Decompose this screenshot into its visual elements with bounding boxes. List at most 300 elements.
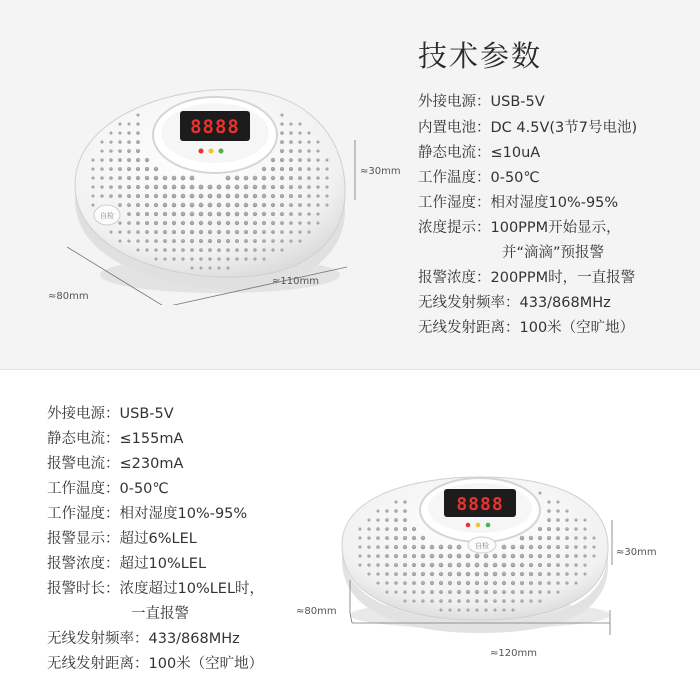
vent-hole (529, 545, 533, 549)
svg-text:自检: 自检 (100, 212, 114, 220)
vent-hole (325, 194, 328, 197)
vent-hole (298, 230, 301, 233)
vent-hole (271, 158, 275, 162)
vent-hole (547, 590, 550, 593)
vent-hole (316, 203, 319, 206)
vent-hole (475, 599, 479, 603)
spec-row: 静态电流：≤155mA (47, 431, 184, 447)
vent-hole (262, 194, 266, 198)
vent-hole (493, 599, 496, 602)
vent-hole (154, 212, 158, 216)
vent-hole (217, 248, 221, 252)
vent-hole (244, 203, 249, 208)
vent-hole (145, 239, 148, 242)
vent-hole (100, 176, 103, 179)
vent-hole (593, 555, 596, 558)
vent-hole (172, 248, 175, 251)
vent-hole (574, 563, 577, 566)
vent-hole (145, 203, 149, 207)
vent-hole (145, 194, 149, 198)
vent-hole (547, 572, 551, 576)
height-dimension: ≈30mm (616, 547, 657, 558)
vent-hole (172, 194, 177, 199)
vent-hole (289, 122, 292, 125)
vent-hole (502, 563, 507, 568)
vent-hole (502, 572, 506, 576)
vent-hole (244, 194, 249, 199)
vent-hole (394, 554, 398, 558)
vent-hole (280, 149, 284, 153)
vent-hole (154, 239, 158, 243)
vent-hole (520, 581, 524, 585)
vent-hole (421, 590, 425, 594)
vent-hole (289, 185, 293, 189)
vent-hole (244, 239, 248, 243)
vent-hole (547, 527, 551, 531)
vent-hole (181, 185, 186, 190)
vent-hole (511, 581, 515, 585)
vent-hole (421, 563, 425, 567)
vent-hole (583, 545, 586, 548)
spec-row: 无线发射频率：433/868MHz (418, 295, 611, 311)
vent-hole (145, 176, 149, 180)
vent-hole (439, 581, 443, 585)
vent-hole (520, 572, 524, 576)
vent-hole (403, 554, 407, 558)
vent-hole (119, 123, 122, 126)
vent-hole (280, 131, 284, 135)
vent-hole (358, 545, 361, 548)
vent-hole (394, 509, 397, 512)
vent-hole (226, 221, 230, 225)
vent-hole (475, 608, 478, 611)
vent-hole (307, 176, 311, 180)
vent-hole (529, 536, 533, 540)
vent-hole (217, 203, 222, 208)
vent-hole (538, 545, 542, 549)
spec-row: 无线发射距离：100米（空旷地） (418, 320, 635, 336)
vent-hole (136, 131, 140, 135)
vent-hole (199, 203, 204, 208)
vent-hole (271, 221, 275, 225)
vent-hole (538, 572, 542, 576)
vent-hole (109, 140, 112, 143)
vent-hole (412, 545, 416, 549)
vent-hole (385, 527, 389, 531)
vent-hole (190, 239, 194, 243)
spec-row: 无线发射频率：433/868MHz (47, 631, 240, 647)
vent-hole (136, 194, 140, 198)
vent-hole (307, 158, 310, 161)
vent-hole (367, 554, 370, 557)
vent-hole (385, 509, 388, 512)
vent-hole (298, 185, 302, 189)
vent-hole (484, 608, 487, 611)
vent-hole (119, 240, 122, 243)
vent-hole (484, 554, 489, 559)
vent-hole (565, 563, 569, 567)
vent-hole (118, 149, 122, 153)
vent-hole (226, 248, 230, 252)
vent-hole (280, 167, 284, 171)
vent-hole (280, 221, 284, 225)
vent-hole (475, 581, 479, 585)
vent-hole (593, 546, 596, 549)
vent-hole (226, 239, 230, 243)
vent-hole (136, 140, 140, 144)
vent-hole (316, 176, 319, 179)
vent-hole (118, 131, 121, 134)
vent-hole (190, 185, 195, 190)
vent-hole (403, 563, 407, 567)
vent-hole (244, 221, 248, 225)
vent-hole (118, 194, 122, 198)
vent-hole (100, 185, 103, 188)
vent-hole (376, 536, 380, 540)
vent-hole (547, 545, 551, 549)
bottom-spec-panel (0, 370, 700, 700)
vent-hole (199, 212, 204, 217)
vent-hole (109, 176, 113, 180)
vent-hole (386, 591, 389, 594)
vent-hole (316, 194, 319, 197)
vent-hole (145, 221, 149, 225)
vent-hole (298, 131, 301, 134)
vent-hole (316, 158, 319, 161)
vent-hole (538, 527, 542, 531)
vent-hole (316, 185, 319, 188)
vent-hole (520, 536, 524, 540)
vent-hole (394, 545, 398, 549)
vent-hole (367, 536, 370, 539)
vent-hole (412, 554, 416, 558)
vent-hole (412, 599, 415, 602)
vent-hole (262, 212, 266, 216)
vent-hole (584, 519, 587, 522)
vent-hole (244, 212, 248, 216)
vent-hole (244, 257, 247, 260)
vent-hole (377, 510, 380, 513)
vent-hole (556, 518, 560, 522)
vent-hole (421, 581, 425, 585)
vent-hole (163, 212, 167, 216)
vent-hole (127, 221, 131, 225)
vent-hole (271, 203, 275, 207)
vent-hole (448, 581, 452, 585)
vent-hole (271, 248, 274, 251)
spec-row: 工作湿度：相对湿度10%-95% (47, 506, 248, 522)
svg-text:8888: 8888 (190, 116, 240, 138)
vent-hole (253, 230, 257, 234)
vent-hole (475, 554, 480, 559)
vent-hole (439, 590, 443, 594)
vent-hole (289, 131, 292, 134)
vent-hole (448, 545, 453, 550)
vent-hole (271, 176, 275, 180)
vent-hole (307, 221, 310, 224)
vent-hole (403, 527, 407, 531)
vent-hole (100, 149, 103, 152)
vent-hole (281, 249, 284, 252)
vent-hole (575, 582, 578, 585)
vent-hole (235, 257, 238, 260)
vent-hole (226, 257, 229, 260)
vent-hole (145, 185, 149, 189)
spec-row: 工作湿度：相对湿度10%-95% (418, 195, 619, 211)
vent-hole (394, 590, 397, 593)
vent-hole (394, 527, 398, 531)
vent-hole (172, 239, 176, 243)
vent-hole (421, 599, 424, 602)
vent-hole (100, 158, 103, 161)
vent-hole (209, 267, 212, 270)
vent-hole (172, 230, 176, 234)
vent-hole (100, 194, 103, 197)
vent-hole (440, 609, 443, 612)
vent-hole (520, 590, 524, 594)
vent-hole (538, 590, 541, 593)
vent-hole (439, 563, 444, 568)
vent-hole (502, 554, 507, 559)
vent-hole (385, 536, 389, 540)
vent-hole (91, 194, 94, 197)
vent-hole (118, 203, 122, 207)
spec-row: 浓度提示：100PPM开始显示， (418, 220, 621, 236)
vent-hole (466, 590, 470, 594)
vent-hole (556, 527, 560, 531)
svg-text:自检: 自检 (475, 542, 489, 550)
vent-hole (493, 554, 498, 559)
vent-hole (520, 563, 524, 567)
vent-hole (271, 239, 274, 242)
vent-hole (457, 545, 462, 550)
vent-hole (181, 203, 186, 208)
vent-hole (227, 267, 230, 270)
height-dimension: ≈30mm (360, 166, 401, 177)
vent-hole (565, 572, 568, 575)
vent-hole (181, 230, 185, 234)
spec-row: 报警浓度：200PPM时，一直报警 (418, 270, 636, 286)
vent-hole (403, 518, 407, 522)
vent-hole (137, 114, 140, 117)
vent-hole (154, 221, 158, 225)
vent-hole (244, 176, 249, 181)
vent-hole (271, 185, 275, 189)
vent-hole (403, 590, 406, 593)
vent-hole (298, 212, 302, 216)
vent-hole (385, 581, 388, 584)
vent-hole (208, 203, 213, 208)
vent-hole (307, 203, 310, 206)
vent-hole (253, 212, 257, 216)
vent-hole (262, 176, 266, 180)
vent-hole (289, 203, 293, 207)
vent-hole (358, 536, 361, 539)
vent-hole (217, 221, 221, 225)
vent-hole (298, 194, 302, 198)
vent-hole (574, 572, 577, 575)
vent-hole (565, 545, 569, 549)
vent-hole (565, 554, 569, 558)
vent-hole (244, 185, 249, 190)
vent-hole (583, 563, 586, 566)
vent-hole (325, 176, 328, 179)
vent-hole (118, 140, 121, 143)
vent-hole (448, 563, 453, 568)
vent-hole (574, 554, 577, 557)
vent-hole (253, 257, 256, 260)
vent-hole (110, 132, 113, 135)
vent-hole (154, 176, 158, 180)
vent-hole (325, 167, 328, 170)
spec-row: 无线发射距离：100米（空旷地） (47, 656, 264, 672)
vent-hole (280, 203, 284, 207)
vent-hole (412, 527, 416, 531)
vent-hole (457, 572, 461, 576)
vent-hole (136, 212, 140, 216)
vent-hole (448, 554, 453, 559)
vent-hole (538, 554, 542, 558)
vent-hole (280, 230, 284, 234)
vent-hole (199, 194, 204, 199)
vent-hole (404, 600, 407, 603)
vent-hole (503, 609, 506, 612)
vent-hole (511, 545, 516, 550)
vent-hole (127, 131, 130, 134)
vent-hole (307, 212, 310, 215)
vent-hole (439, 545, 444, 550)
vent-hole (511, 599, 514, 602)
vent-hole (190, 194, 195, 199)
vent-hole (307, 149, 310, 152)
vent-hole (289, 140, 293, 144)
vent-hole (475, 590, 479, 594)
vent-hole (520, 554, 524, 558)
vent-hole (163, 239, 167, 243)
vent-hole (271, 194, 275, 198)
vent-hole (317, 141, 320, 144)
vent-hole (493, 563, 498, 568)
vent-hole (326, 159, 329, 162)
vent-hole (538, 581, 542, 585)
vent-hole (298, 176, 302, 180)
vent-hole (263, 258, 266, 261)
vent-hole (376, 572, 379, 575)
vent-hole (109, 158, 112, 161)
vent-hole (226, 185, 231, 190)
vent-hole (412, 590, 415, 593)
spec-title: 技术参数 (418, 39, 543, 73)
vent-hole (208, 239, 212, 243)
spec-row-continued: 并“滴滴”预报警 (502, 245, 605, 261)
vent-hole (253, 248, 256, 251)
bottom-device-illustration (320, 465, 640, 680)
vent-hole (127, 149, 131, 153)
vent-hole (235, 194, 240, 199)
vent-hole (520, 599, 523, 602)
vent-hole (484, 581, 488, 585)
vent-hole (574, 518, 577, 521)
vent-hole (430, 545, 435, 550)
vent-hole (376, 563, 379, 566)
vent-hole (574, 536, 577, 539)
vent-hole (511, 563, 515, 567)
vent-hole (448, 590, 452, 594)
vent-hole (190, 203, 195, 208)
vent-hole (403, 581, 407, 585)
vent-hole (226, 212, 231, 217)
vent-hole (253, 203, 257, 207)
vent-hole (529, 581, 533, 585)
vent-hole (154, 203, 158, 207)
vent-hole (127, 185, 131, 189)
vent-hole (484, 563, 489, 568)
vent-hole (208, 212, 213, 217)
vent-hole (280, 176, 284, 180)
vent-hole (298, 158, 302, 162)
vent-hole (199, 248, 203, 252)
vent-hole (127, 140, 131, 144)
vent-hole (244, 230, 248, 234)
vent-hole (100, 167, 103, 170)
vent-hole (376, 581, 379, 584)
vent-hole (127, 203, 131, 207)
vent-hole (421, 545, 425, 549)
vent-hole (512, 609, 515, 612)
vent-hole (163, 194, 168, 199)
vent-hole (208, 230, 212, 234)
vent-hole (244, 248, 247, 251)
vent-hole (403, 536, 407, 540)
vent-hole (307, 167, 311, 171)
vent-hole (289, 212, 293, 216)
vent-hole (235, 239, 239, 243)
vent-hole (403, 572, 407, 576)
vent-hole (118, 230, 121, 233)
vent-hole (493, 590, 497, 594)
vent-hole (359, 528, 362, 531)
vent-hole (253, 194, 258, 199)
vent-hole (271, 230, 275, 234)
vent-hole (217, 194, 222, 199)
vent-hole (376, 545, 380, 549)
vent-hole (394, 536, 398, 540)
vent-hole (529, 599, 532, 602)
vent-hole (556, 590, 559, 593)
vent-hole (101, 141, 104, 144)
vent-hole (190, 221, 194, 225)
vent-hole (448, 572, 452, 576)
vent-hole (299, 240, 302, 243)
vent-hole (502, 545, 507, 550)
vent-hole (556, 536, 560, 540)
vent-hole (367, 527, 370, 530)
vent-hole (466, 554, 471, 559)
vent-hole (136, 122, 139, 125)
vent-hole (262, 167, 266, 171)
vent-hole (154, 230, 158, 234)
vent-hole (484, 599, 488, 603)
vent-hole (412, 536, 416, 540)
vent-hole (493, 608, 496, 611)
vent-hole (583, 554, 586, 557)
vent-hole (262, 248, 265, 251)
vent-hole (316, 167, 319, 170)
vent-hole (218, 267, 221, 270)
vent-hole (235, 203, 240, 208)
spec-row: 外接电源：USB-5V (47, 406, 174, 422)
vent-hole (91, 167, 94, 170)
